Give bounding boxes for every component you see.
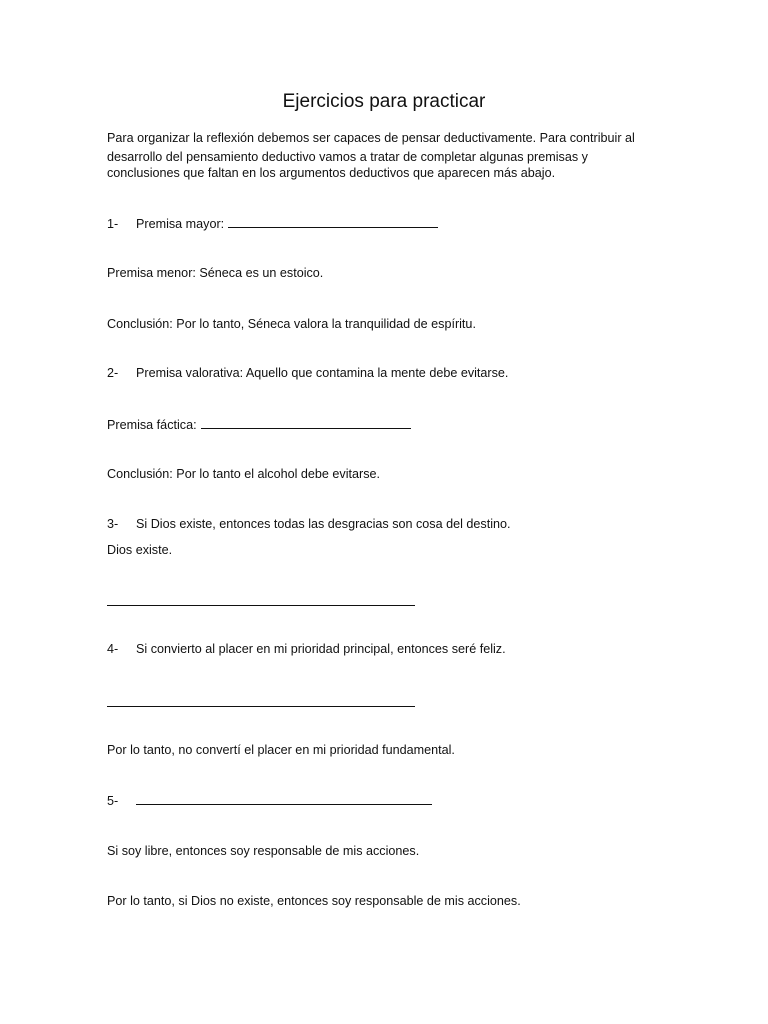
answer-blank[interactable] <box>136 790 432 805</box>
exercise-number: 5- <box>107 794 119 808</box>
exercise-1-minor-premise: Premisa menor: Séneca es un estoico. <box>107 266 324 280</box>
exercise-3-premise-2: Dios existe. <box>107 543 173 557</box>
exercise-number: 1- <box>107 217 119 231</box>
exercise-5-premise-2: Si soy libre, entonces soy responsable de mis acciones. <box>107 844 420 858</box>
intro-line-1: Para organizar la reflexión debemos ser capaces de pensar deductivamente. Para contribuir al <box>107 131 635 145</box>
exercise-4-conclusion: Por lo tanto, no convertí el placer en mi prioridad fundamental. <box>107 743 455 757</box>
intro-line-3: conclusiones que faltan en los argumentos deductivos que aparecen más abajo. <box>107 166 556 180</box>
exercise-2-conclusion: Conclusión: Por lo tanto el alcohol debe evitarse. <box>107 467 381 481</box>
exercise-number: 4- <box>107 642 119 656</box>
factual-premise-label: Premisa fáctica: <box>107 418 197 432</box>
exercise-number: 2- <box>107 366 119 380</box>
exercise-5-premise-1 <box>107 790 432 811</box>
major-premise-label: Premisa mayor: <box>136 217 225 231</box>
exercise-1-conclusion: Conclusión: Por lo tanto, Séneca valora la tranquilidad de espíritu. <box>107 317 476 331</box>
answer-blank[interactable] <box>228 213 438 228</box>
exercise-2-valorative-premise <box>107 363 508 383</box>
premise-text: Si Dios existe, entonces todas las desgracias son cosa del destino. <box>136 517 511 531</box>
valorative-premise-text: Premisa valorativa: Aquello que contamina la mente debe evitarse. <box>136 366 509 380</box>
exercise-2-factual-premise <box>107 414 411 435</box>
exercise-3-answer-blank[interactable] <box>107 605 415 606</box>
exercise-4-premise-1 <box>107 639 506 659</box>
exercise-4-answer-blank[interactable] <box>107 706 415 707</box>
exercise-1-major-premise <box>107 213 438 234</box>
exercise-number: 3- <box>107 517 119 531</box>
exercise-3-premise-1 <box>107 514 511 534</box>
premise-text: Si convierto al placer en mi prioridad principal, entonces seré feliz. <box>136 642 506 656</box>
answer-blank[interactable] <box>201 414 411 429</box>
intro-line-2: desarrollo del pensamiento deductivo vamos a tratar de completar algunas premisas y <box>107 150 588 164</box>
page-title: Ejercicios para practicar <box>282 91 486 112</box>
exercise-5-conclusion: Por lo tanto, si Dios no existe, entonces soy responsable de mis acciones. <box>107 894 521 908</box>
